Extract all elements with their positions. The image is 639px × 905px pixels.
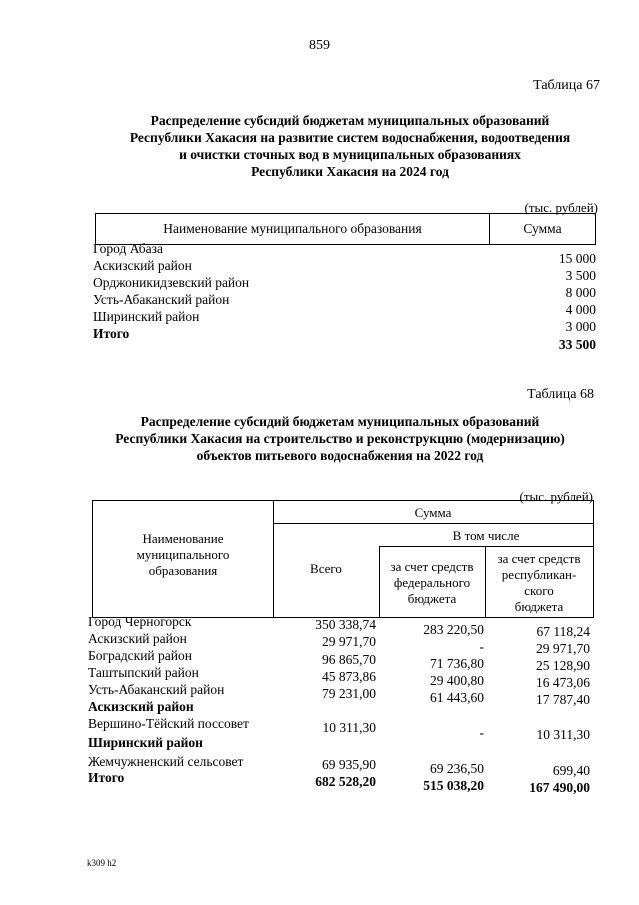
table-row-name: Город Абаза xyxy=(93,241,163,256)
page-number: 859 xyxy=(309,38,330,53)
table-group-name: Ширинский район xyxy=(88,735,203,750)
table-67-label: Таблица 67 xyxy=(533,78,600,93)
table-row-name: Боградский район xyxy=(88,648,192,663)
header-name: Наименование муниципального образования xyxy=(136,531,230,578)
table-row-value: 3 500 xyxy=(565,268,596,283)
title-line: объектов питьевого водоснабжения на 2022 год xyxy=(196,448,484,463)
header-incl: В том числе xyxy=(452,528,520,543)
header-sum: Сумма xyxy=(490,213,596,245)
table-total-value: 33 500 xyxy=(558,337,596,352)
table-row-republic: 17 787,40 xyxy=(536,692,590,707)
table-row-name: Усть-Абаканский район xyxy=(93,292,230,307)
table-row-republic: 10 311,30 xyxy=(536,727,590,742)
table-68-header xyxy=(92,500,594,618)
table-row-name: Таштыпский район xyxy=(88,665,199,680)
table-row-name: Аскизский район xyxy=(88,631,187,646)
table-row-federal: 283 220,50 xyxy=(423,622,484,637)
table-row-value: 4 000 xyxy=(565,302,596,317)
footer-code: k309 h2 xyxy=(87,858,117,868)
table-total-republic: 167 490,00 xyxy=(529,780,590,795)
title-line: Республики Хакасия на 2024 год xyxy=(251,164,449,179)
table-row-total: 29 971,70 xyxy=(322,634,376,649)
header-sum: Сумма xyxy=(414,505,452,520)
table-68-label: Таблица 68 xyxy=(527,387,594,402)
table-67-title xyxy=(70,112,630,180)
table-total-name: Итого xyxy=(93,326,130,341)
header-name: Наименование муниципального образования xyxy=(95,213,490,245)
table-row-republic: 25 128,90 xyxy=(536,658,590,673)
title-line: Распределение субсидий бюджетам муниципальных образований xyxy=(150,113,550,128)
table-row-federal: 69 236,50 xyxy=(430,761,484,776)
table-row-name: Орджоникидзевский район xyxy=(93,275,250,290)
table-67-header xyxy=(95,205,598,245)
table-row-value: 3 000 xyxy=(565,319,596,334)
table-row-total: 69 935,90 xyxy=(322,757,376,772)
table-row-republic: 29 971,70 xyxy=(536,641,590,656)
table-row-total: 79 231,00 xyxy=(322,686,376,701)
table-row-federal: 71 736,80 xyxy=(430,656,484,671)
table-row-value: 8 000 xyxy=(565,285,596,300)
table-total-total: 682 528,20 xyxy=(315,774,376,789)
table-row-value: 15 000 xyxy=(558,251,596,266)
table-row-name: Аскизский район xyxy=(93,258,192,273)
table-68-title xyxy=(60,413,620,464)
table-row-federal: - xyxy=(479,639,484,654)
title-line: Распределение субсидий бюджетам муниципальных образований xyxy=(140,414,540,429)
table-row-republic: 67 118,24 xyxy=(536,624,590,639)
header-republic: за счет средств республикан- ского бюджета xyxy=(497,551,581,614)
table-row-republic: 699,40 xyxy=(552,763,590,778)
header-total: Всего xyxy=(310,561,342,576)
title-line: Республики Хакасия на строительство и реконструкцию (модернизацию) xyxy=(115,431,565,446)
table-row-name: Город Черногорск xyxy=(88,614,192,629)
table-row-total: 45 873,86 xyxy=(322,669,376,684)
table-row-total: 10 311,30 xyxy=(322,720,376,735)
table-row-name: Вершино-Тёйский поссовет xyxy=(88,716,249,731)
table-row-total: 96 865,70 xyxy=(322,652,376,667)
table-row-name: Ширинский район xyxy=(93,309,200,324)
table-group-name: Аскизский район xyxy=(88,699,194,714)
table-row-federal: - xyxy=(479,725,484,740)
header-federal: за счет средств федерального бюджета xyxy=(390,559,474,606)
table-row-federal: 29 400,80 xyxy=(430,673,484,688)
table-row-name: Усть-Абаканский район xyxy=(88,682,225,697)
units-label: (тыс. рублей) xyxy=(519,489,593,504)
table-total-federal: 515 038,20 xyxy=(423,778,484,793)
table-row-name: Жемчужненский сельсовет xyxy=(88,754,244,769)
title-line: и очистки сточных вод в муниципальных образованиях xyxy=(179,147,521,162)
title-line: Республики Хакасия на развитие систем водоснабжения, водоотведения xyxy=(129,130,571,145)
table-row-federal: 61 443,60 xyxy=(430,690,484,705)
table-total-name: Итого xyxy=(88,770,125,785)
table-row-republic: 16 473,06 xyxy=(536,675,590,690)
table-row-total: 350 338,74 xyxy=(315,617,376,632)
units-label: (тыс. рублей) xyxy=(524,200,598,215)
